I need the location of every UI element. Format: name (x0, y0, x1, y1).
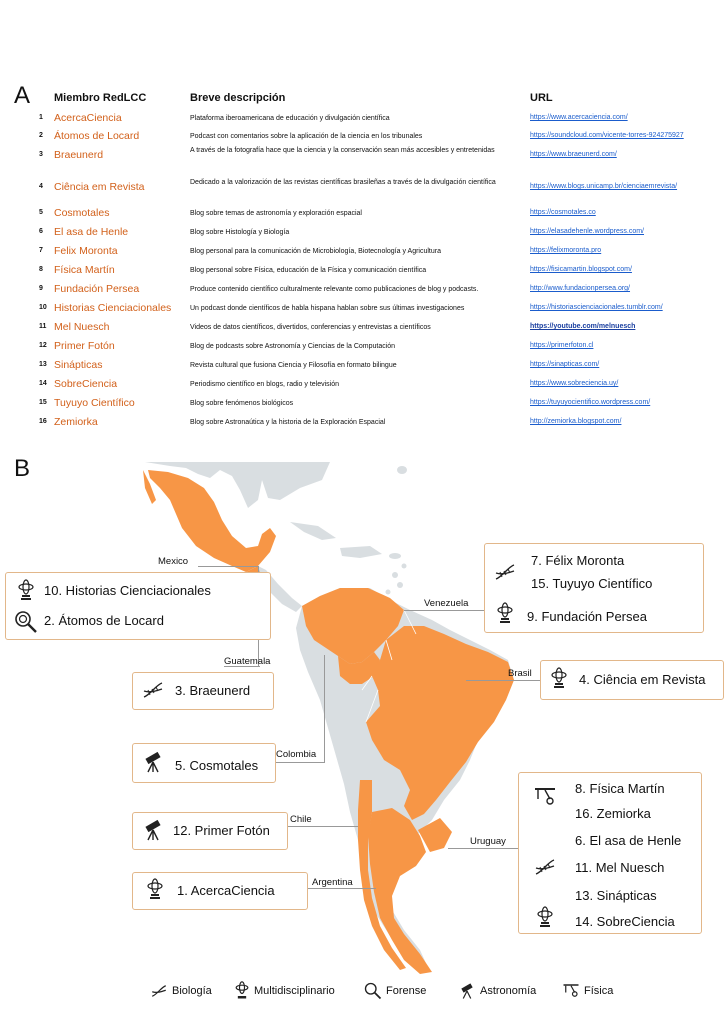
member-url-link[interactable]: https://youtube.com/melnuesch (530, 323, 636, 330)
row-number: 13 (39, 361, 47, 368)
dna-icon (141, 678, 165, 702)
member-url-link[interactable]: https://www.blogs.unicamp.br/cienciaemrevista/ (530, 183, 678, 190)
brasil-box (540, 660, 724, 700)
member-name: Átomos de Locard (54, 130, 140, 142)
legend-magnifier-icon (364, 982, 382, 1000)
member-name: Cosmotales (54, 207, 110, 219)
legend-biologia: Biología (172, 985, 212, 997)
header-url: URL (530, 92, 553, 104)
country-label-venezuela: Venezuela (424, 598, 469, 609)
row-number: 15 (39, 399, 47, 406)
pendulum-icon (533, 785, 557, 809)
member-url-link[interactable]: http://www.fundacionpersea.org/ (530, 285, 631, 292)
member-url-link[interactable]: https://www.sobreciencia.uy/ (530, 380, 619, 387)
dna-icon (533, 855, 557, 879)
member-url-link[interactable]: http://zemiorka.blogspot.com/ (530, 418, 622, 425)
member-url-link[interactable]: https://tuyuyocientifico.wordpress.com/ (530, 399, 651, 406)
member-name: AcercaCiencia (54, 112, 122, 124)
mexico-box (5, 572, 271, 640)
member-description: Dedicado a la valorización de las revistas científicas brasileñas a través de la divulgación científica (190, 179, 496, 186)
member-url-link[interactable]: https://primerfoton.cl (530, 342, 594, 349)
legend-telescope-icon (458, 982, 476, 1000)
country-label-chile: Chile (290, 814, 312, 825)
member-name: Mel Nuesch (54, 321, 110, 333)
row-number: 14 (39, 380, 47, 387)
uruguay-box (518, 772, 702, 934)
member-url-link[interactable]: https://www.acercaciencia.com/ (530, 114, 628, 121)
entry-ciencia-em-revista: 4. Ciência em Revista (579, 672, 706, 687)
member-description: Revista cultural que fusiona Ciencia y Filosofía en formato bilingue (190, 362, 397, 369)
member-url-link[interactable]: https://sinapticas.com/ (530, 361, 600, 368)
legend-pendulum-icon (562, 982, 580, 1000)
atom-books-icon (493, 602, 517, 626)
dna-icon (493, 560, 517, 584)
member-name: Felix Moronta (54, 245, 118, 257)
entry-sobreciencia: 14. SobreCiencia (575, 914, 675, 929)
member-name: Fundación Persea (54, 283, 140, 295)
member-description: Periodismo científico en blogs, radio y televisión (190, 381, 340, 388)
member-url-link[interactable]: https://cosmotales.co (530, 209, 596, 216)
entry-braeunerd: 3. Braeunerd (175, 683, 251, 698)
legend-forense: Forense (386, 985, 427, 997)
panel-a-label: A (14, 82, 31, 109)
country-label-mexico: Mexico (158, 556, 189, 567)
header-description: Breve descripción (190, 92, 286, 104)
entry-historias-cienciacionales: 10. Historias Cienciacionales (44, 583, 211, 598)
member-url-link[interactable]: https://elasadehenle.wordpress.com/ (530, 228, 645, 235)
entry-tuyuyo-cientifico: 15. Tuyuyo Científico (531, 576, 653, 591)
entry-acercaciencia: 1. AcercaCiencia (177, 883, 275, 898)
member-name: Sinápticas (54, 359, 103, 371)
row-number: 7 (39, 247, 43, 254)
venezuela-box (484, 543, 704, 633)
entry-mel-nuesch: 11. Mel Nuesch (575, 860, 665, 875)
member-url-link[interactable]: https://www.braeunerd.com/ (530, 151, 617, 158)
atom-books-icon (533, 906, 557, 930)
member-description: Blog de podcasts sobre Astronomía y Ciencias de la Computación (190, 343, 396, 350)
header-member: Miembro RedLCC (54, 92, 147, 104)
member-name: Física Martín (54, 264, 115, 276)
colombia-box (132, 743, 276, 783)
legend-atom-books-icon (232, 981, 252, 1001)
member-url-link[interactable]: https://soundcloud.com/vicente-torres-924275927 (530, 132, 684, 139)
atom-books-icon (14, 579, 38, 603)
entry-fundacion-persea: 9. Fundación Persea (527, 609, 647, 624)
member-url-link[interactable]: https://felixmoronta.pro (530, 247, 602, 254)
member-description: Blog personal sobre Física, educación de la Física y comunicación científica (190, 267, 427, 274)
member-name: SobreCiencia (54, 378, 118, 390)
member-name: Ciência em Revista (54, 181, 145, 193)
row-number: 9 (39, 285, 43, 292)
guatemala-box (132, 672, 274, 710)
telescope-icon (141, 818, 165, 842)
country-label-brasil: Brasil (508, 668, 532, 679)
row-number: 3 (39, 151, 43, 158)
member-description: Blog sobre Astronaútica y la historia de la Exploración Espacial (190, 419, 386, 426)
entry-felix-moronta: 7. Félix Moronta (531, 553, 625, 568)
row-number: 1 (39, 114, 43, 121)
member-name: Zemiorka (54, 416, 98, 428)
member-name: Braeunerd (54, 149, 104, 161)
telescope-icon (141, 750, 165, 774)
member-url-link[interactable]: https://fisicamartin.blogspot.com/ (530, 266, 632, 273)
legend-dna-icon (150, 982, 168, 1000)
panel-b-label: B (14, 455, 31, 482)
member-description: Blog sobre fenómenos biológicos (190, 400, 294, 407)
row-number: 5 (39, 209, 43, 216)
row-number: 4 (39, 183, 43, 190)
member-description: Un podcast donde científicos de habla hispana hablan sobre sus últimas investigaciones (190, 305, 465, 312)
entry-cosmotales: 5. Cosmotales (175, 758, 259, 773)
legend-astronomia: Astronomía (480, 985, 537, 997)
row-number: 12 (39, 342, 47, 349)
member-description: Blog sobre temas de astronomía y exploración espacial (190, 210, 362, 217)
member-url-link[interactable]: https://historiascienciacionales.tumblr.com/ (530, 304, 663, 311)
member-description: Produce contenido científico culturalmente relevante como publicaciones de blog y podcasts. (190, 286, 479, 293)
legend-multidisciplinario: Multidisciplinario (254, 985, 335, 997)
member-description: A través de la fotografía hace que la ciencia y la conservación sean más accesibles y entretenidas (190, 147, 495, 154)
entry-sinapticas: 13. Sinápticas (575, 888, 657, 903)
row-number: 8 (39, 266, 43, 273)
legend-fisica: Física (584, 985, 614, 997)
argentina-box (132, 872, 308, 910)
row-number: 10 (39, 304, 47, 311)
row-number: 11 (39, 323, 47, 330)
entry-atomos-de-locard: 2. Átomos de Locard (44, 613, 164, 628)
row-number: 6 (39, 228, 43, 235)
atom-books-icon (547, 667, 571, 691)
row-number: 2 (39, 132, 43, 139)
member-name: Tuyuyo Científico (54, 397, 135, 409)
member-name: El asa de Henle (54, 226, 129, 238)
entry-fisica-martin: 8. Física Martín (575, 781, 665, 796)
member-name: Historias Cienciacionales (54, 302, 172, 314)
chile-box (132, 812, 288, 850)
member-description: Plataforma iberoamericana de educación y divulgación científica (190, 115, 390, 122)
member-description: Blog personal para la comunicación de Microbiología, Biotecnología y Agricultura (190, 248, 441, 255)
country-label-colombia: Colombia (276, 749, 317, 760)
atom-books-icon (143, 878, 167, 902)
magnifier-icon (14, 610, 38, 634)
member-description: Videos de datos científicos, divertidos, conferencias y entrevistas a científicos (190, 324, 431, 331)
row-number: 16 (39, 418, 47, 425)
member-description: Podcast con comentarios sobre la aplicación de la ciencia en los tribunales (190, 133, 423, 140)
entry-primer-foton: 12. Primer Fotón (173, 823, 270, 838)
country-label-guatemala: Guatemala (224, 656, 271, 667)
entry-zemiorka: 16. Zemiorka (575, 806, 651, 821)
entry-el-asa-de-henle: 6. El asa de Henle (575, 833, 682, 848)
country-label-uruguay: Uruguay (470, 836, 506, 847)
country-label-argentina: Argentina (312, 877, 353, 888)
member-description: Blog sobre Histología y Biología (190, 229, 290, 236)
member-name: Primer Fotón (54, 340, 115, 352)
